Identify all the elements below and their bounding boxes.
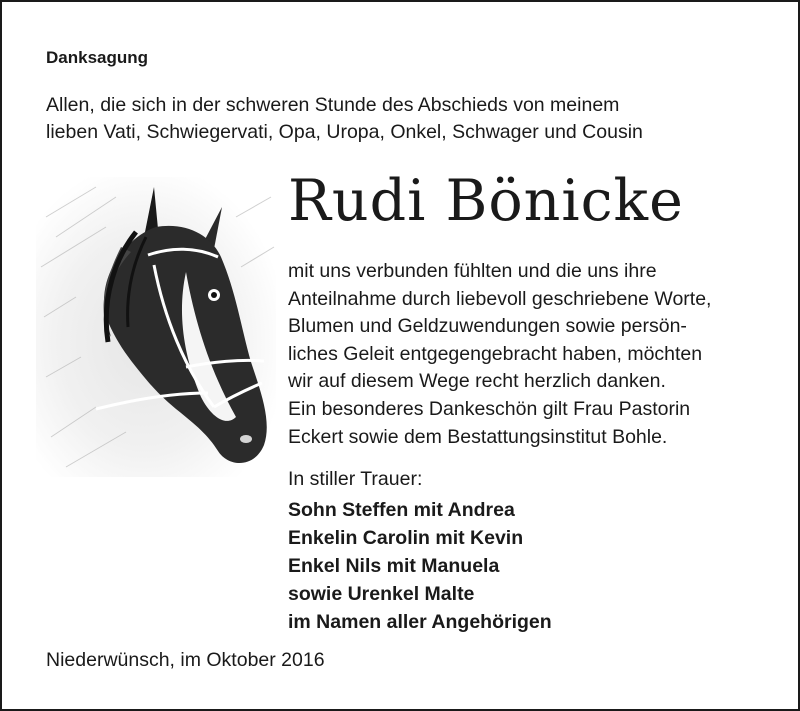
- thanks-text: [288, 258, 711, 451]
- intro-line: lieben Vati, Schwiegervati, Opa, Uropa, Onkel, Schwager und Cousin: [46, 121, 643, 143]
- mourner-entry: Enkelin Carolin mit Kevin: [288, 527, 524, 549]
- thanks-line: Blumen und Geldzuwendungen sowie persön-: [288, 315, 687, 338]
- deceased-name: Rudi Bönicke: [288, 168, 684, 234]
- mourner-entry: Sohn Steffen mit Andrea: [288, 499, 515, 521]
- mourner-entry: sowie Urenkel Malte: [288, 583, 475, 605]
- thanks-line: Ein besonderes Dankeschön gilt Frau Pastorin: [288, 397, 691, 420]
- horse-head-sketch-icon: [36, 177, 276, 477]
- thanks-line: wir auf diesem Wege recht herzlich danken.: [288, 370, 666, 393]
- mourning-label: In stiller Trauer:: [288, 468, 423, 490]
- place-date: Niederwünsch, im Oktober 2016: [46, 649, 325, 671]
- thanks-line: mit uns verbunden fühlten und die uns ihre: [288, 260, 657, 282]
- thanks-line: Anteilnahme durch liebevoll geschriebene Worte,: [288, 287, 712, 310]
- mourner-entry: Enkel Nils mit Manuela: [288, 555, 500, 577]
- mourners-list: [288, 496, 552, 636]
- thanks-line: liches Geleit entgegengebracht haben, möchten: [288, 342, 703, 365]
- thanks-line: Eckert sowie dem Bestattungsinstitut Bohle.: [288, 425, 668, 448]
- heading: Danksagung: [46, 48, 149, 67]
- intro-line: Allen, die sich in der schweren Stunde des Abschieds von meinem: [46, 94, 620, 116]
- intro-text: [46, 92, 643, 146]
- mourner-entry: im Namen aller Angehörigen: [288, 611, 552, 633]
